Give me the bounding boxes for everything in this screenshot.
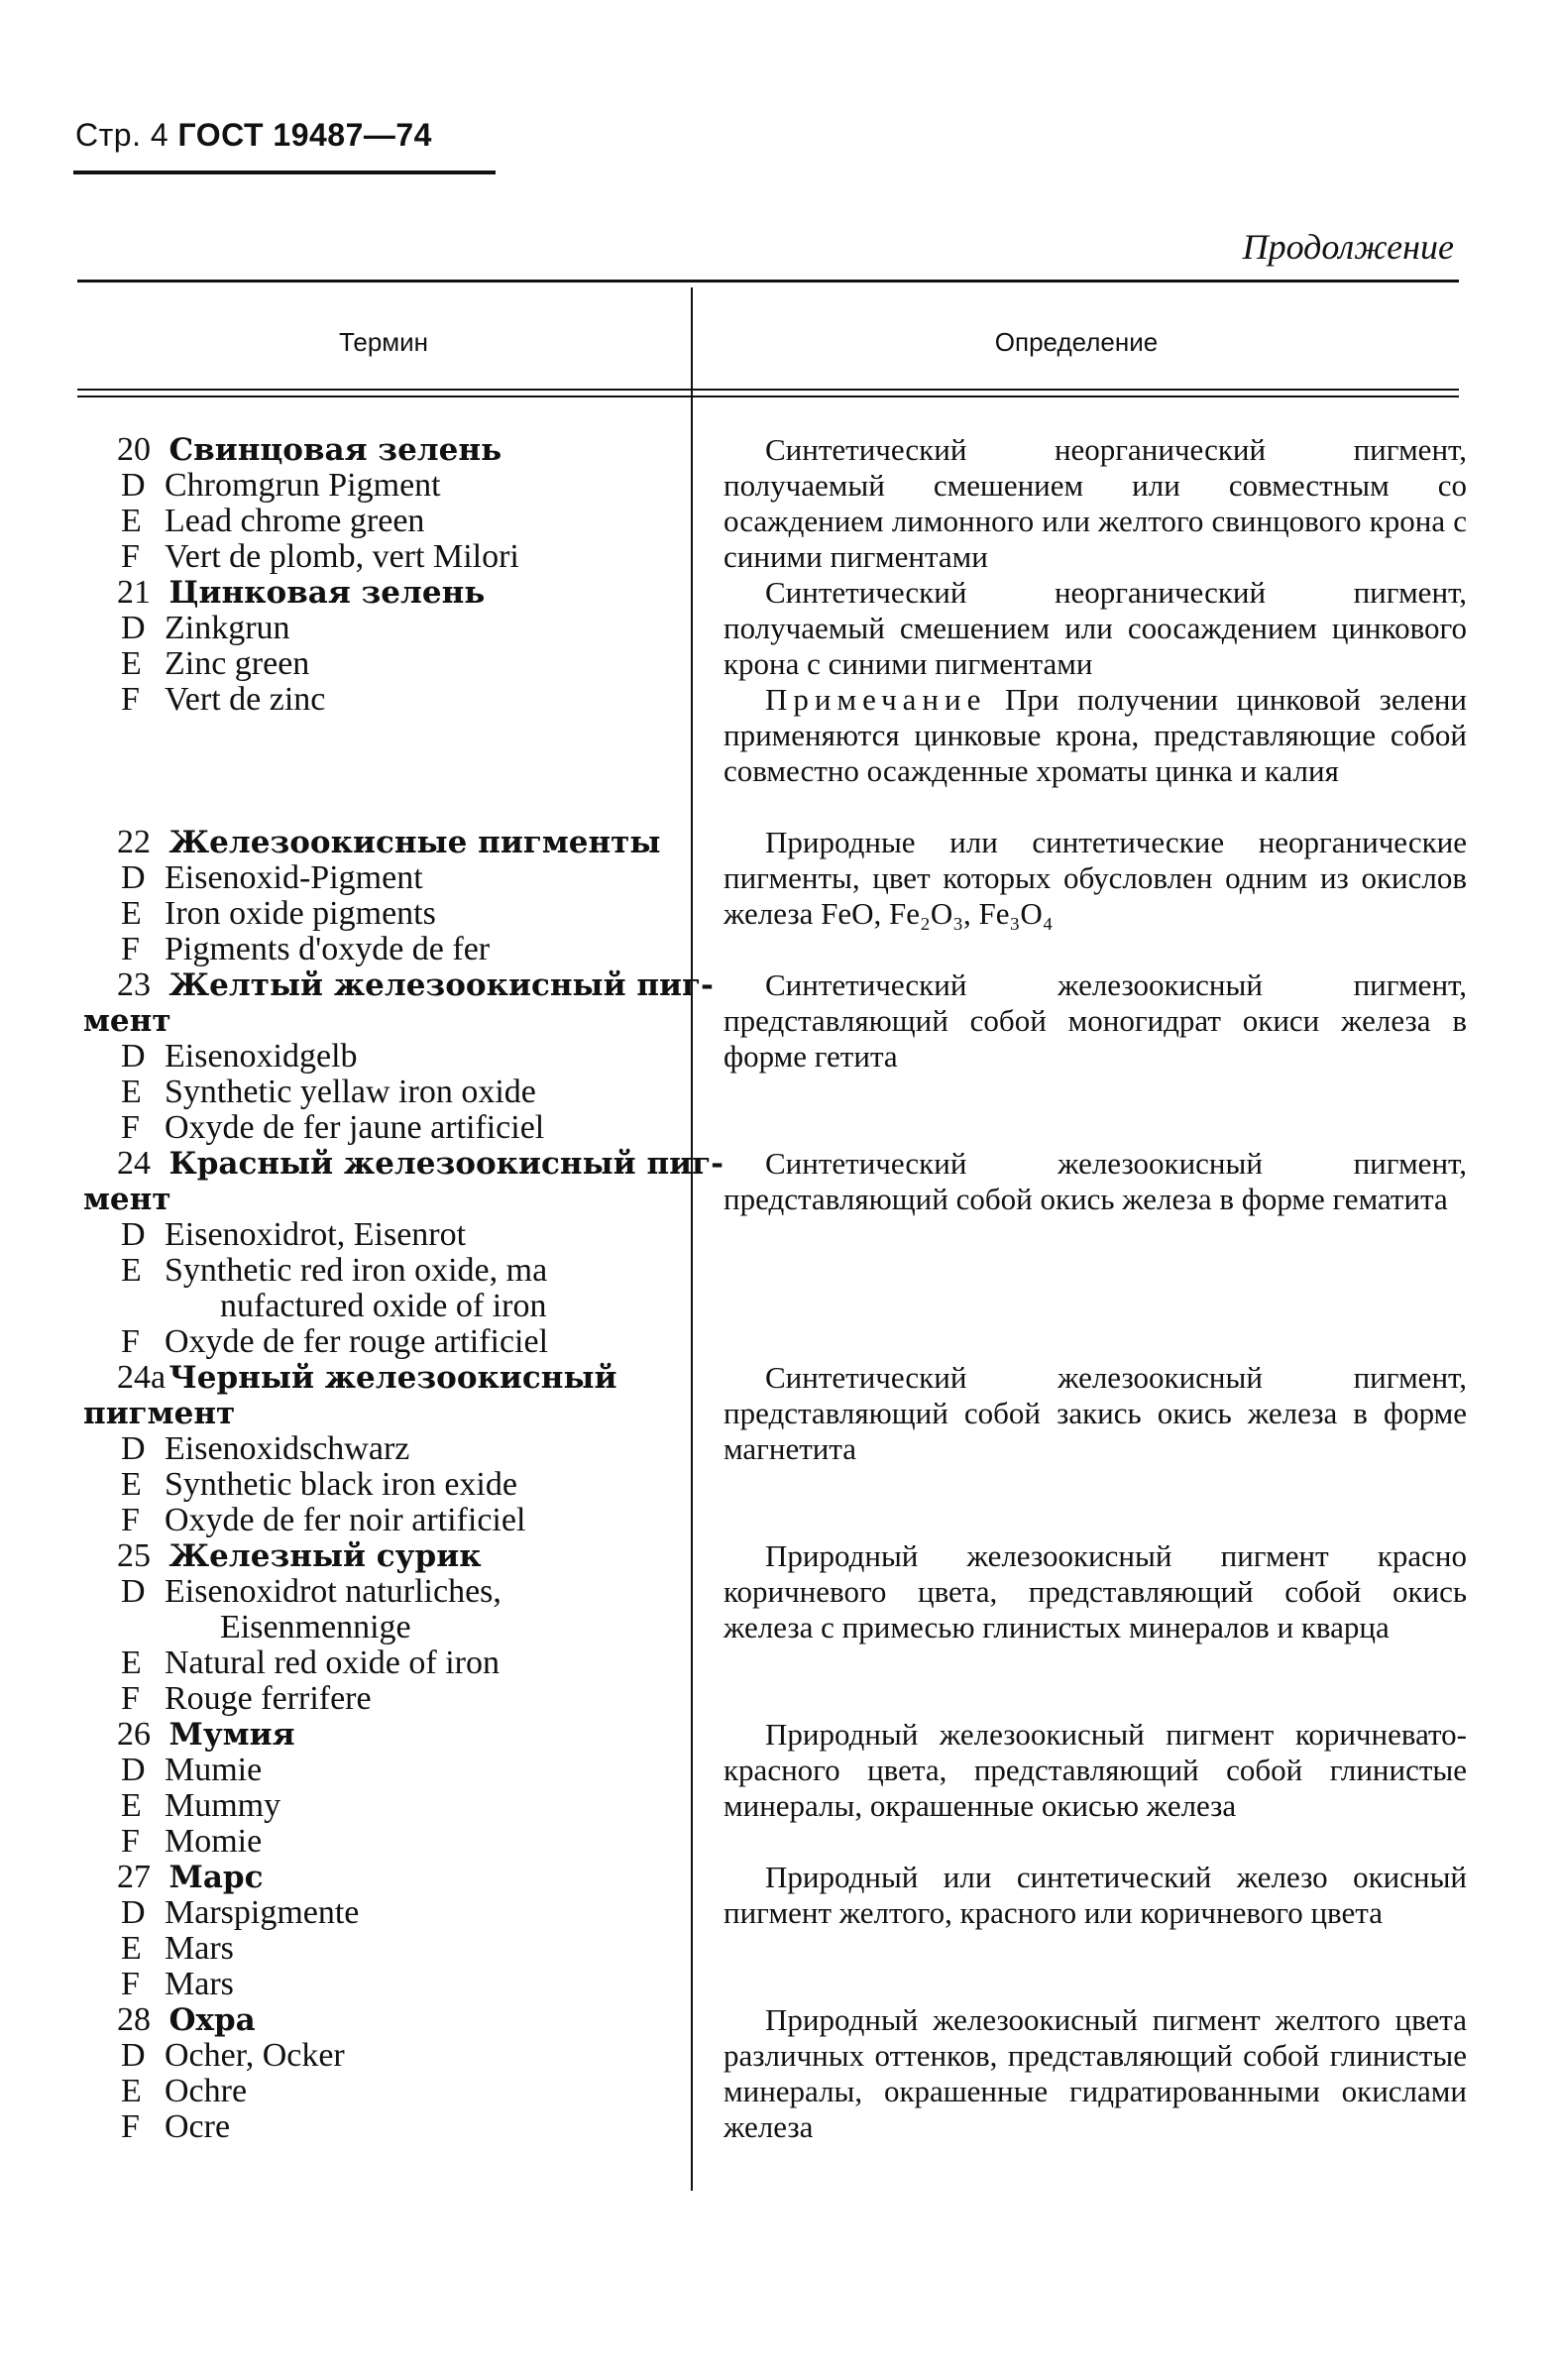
lang-code: E xyxy=(121,1252,142,1289)
term-german: Chromgrun Pigment xyxy=(165,467,441,504)
term-english: Mars xyxy=(165,1930,234,1967)
term-entry xyxy=(83,575,678,718)
lang-code: D xyxy=(121,467,146,504)
term-entry xyxy=(83,1145,724,1360)
lang-code: D xyxy=(121,859,146,896)
term-german: Eisenoxidrot, Eisenrot xyxy=(165,1216,467,1253)
definition xyxy=(724,1717,1467,1824)
term-german: Mumie xyxy=(165,1752,263,1788)
lang-code: E xyxy=(121,503,142,539)
term-entry xyxy=(83,1717,678,1860)
term-number: 28 xyxy=(117,2001,151,2038)
lang-code: F xyxy=(121,1323,140,1360)
term-german: Eisenoxidgelb xyxy=(165,1038,358,1075)
lang-code: D xyxy=(121,2037,146,2074)
term-number: 20 xyxy=(117,431,151,468)
lang-code: D xyxy=(121,1752,146,1788)
term-german: Eisenoxid-Pigment xyxy=(165,859,423,896)
lang-code: E xyxy=(121,645,142,682)
header-double-rule xyxy=(77,389,1459,397)
term-english: Ochre xyxy=(165,2073,248,2109)
definition xyxy=(724,1860,1467,1931)
lang-code: E xyxy=(121,2073,142,2109)
lang-code: F xyxy=(121,2108,140,2145)
definition xyxy=(724,1538,1467,1645)
term-entry xyxy=(83,432,678,575)
lang-code: F xyxy=(121,931,140,967)
lang-code: F xyxy=(121,1966,140,2002)
term-name: Марс xyxy=(168,1860,264,1895)
header-rule xyxy=(73,170,496,174)
term-name: Мумия xyxy=(168,1717,295,1753)
lang-code: E xyxy=(121,895,142,932)
term-german: Eisenoxidschwarz xyxy=(165,1430,410,1467)
definition xyxy=(724,2002,1467,2145)
term-french: Rouge ferrifere xyxy=(165,1680,372,1717)
term-number: 23 xyxy=(117,966,151,1003)
term-french: Ocre xyxy=(165,2108,231,2145)
term-name: Черный железоокисный xyxy=(168,1360,617,1396)
term-name-continuation: пигмент xyxy=(83,1396,236,1431)
term-french: Pigments d'oxyde de fer xyxy=(165,931,491,967)
lang-code: D xyxy=(121,1216,146,1253)
lang-code: F xyxy=(121,681,140,718)
term-number: 25 xyxy=(117,1537,151,1574)
term-german: Eisenoxidrot naturliches, xyxy=(165,1573,501,1610)
lang-code: E xyxy=(121,1466,142,1503)
term-number: 27 xyxy=(117,1859,151,1895)
term-german-continuation: Eisenmennige xyxy=(220,1609,411,1645)
definition xyxy=(724,575,1467,789)
term-french: Oxyde de fer jaune artificiel xyxy=(165,1109,545,1146)
term-english: Synthetic black iron exide xyxy=(165,1466,517,1503)
term-entry xyxy=(83,825,678,967)
term-english: Lead chrome green xyxy=(165,503,425,539)
continuation-label: Продолжение xyxy=(1242,227,1454,267)
table-top-rule xyxy=(77,280,1459,283)
note-text: При получении цинковой зелени применяются цинковые крона, представляющие собой совместно осажденные хроматы цинка и калия xyxy=(724,682,1467,788)
standard-number: ГОСТ 19487—74 xyxy=(177,117,432,153)
lang-code: E xyxy=(121,1644,142,1681)
lang-code: F xyxy=(121,538,140,575)
lang-code: D xyxy=(121,1038,146,1075)
term-entry xyxy=(83,1538,678,1717)
term-french: Mars xyxy=(165,1966,234,2002)
term-french: Vert de plomb, vert Milori xyxy=(165,538,519,575)
term-entry xyxy=(83,1360,678,1538)
definition-text: Природный или синтетический железо окисный пигмент желтого, красного или коричневого цвета xyxy=(724,1860,1467,1930)
term-french: Oxyde de fer noir artificiel xyxy=(165,1502,526,1538)
term-french: Oxyde de fer rouge artificiel xyxy=(165,1323,549,1360)
term-english-continuation: nufactured oxide of iron xyxy=(220,1288,547,1324)
column-header-term: Термин xyxy=(338,327,429,357)
column-header-definition: Определение xyxy=(994,327,1159,357)
term-number: 24a xyxy=(117,1359,167,1396)
definition-text: Синтетический неорганический пигмент, получаемый смешением или соосаждением цинкового крона с синими пигментами xyxy=(724,575,1467,681)
lang-code: F xyxy=(121,1823,140,1860)
term-entry xyxy=(83,966,714,1146)
page-header xyxy=(75,117,432,154)
term-english: Natural red oxide of iron xyxy=(165,1644,500,1681)
column-divider xyxy=(691,287,693,2191)
definition-text: Синтетический неорганический пигмент, получаемый смешением или совместным со осаждением лимонного или желтого свинцового крона с синими пигментами xyxy=(724,432,1467,574)
definition-text: Синтетический железоокисный пигмент, представляющий собой окись железа в форме гематита xyxy=(724,1146,1467,1216)
definition xyxy=(724,967,1467,1075)
term-number: 24 xyxy=(117,1145,151,1182)
term-name: Красный железоокисный пиг- xyxy=(168,1146,724,1182)
definition-text: Синтетический железоокисный пигмент, представляющий собой закись окись железа в форме магнетита xyxy=(724,1360,1467,1466)
lang-code: D xyxy=(121,1430,146,1467)
lang-code: D xyxy=(121,1894,146,1931)
term-german: Marspigmente xyxy=(165,1894,360,1931)
definition xyxy=(724,1360,1467,1467)
term-english: Mummy xyxy=(165,1787,281,1824)
term-name-continuation: мент xyxy=(83,1003,171,1039)
term-name: Железный сурик xyxy=(168,1538,482,1574)
lang-code: E xyxy=(121,1787,142,1824)
term-entry xyxy=(83,2002,678,2145)
term-english: Zinc green xyxy=(165,645,310,682)
page-number: Стр. 4 xyxy=(75,117,169,153)
term-name: Свинцовая зелень xyxy=(168,432,502,468)
term-number: 22 xyxy=(117,824,151,860)
term-name: Желтый железоокисный пиг- xyxy=(168,967,714,1003)
lang-code: F xyxy=(121,1109,140,1146)
note-label: Примечание xyxy=(765,682,987,717)
term-entry xyxy=(83,1860,678,2002)
definition-text: Природный железоокисный пигмент красно коричневого цвета, представляющий собой окись железа с примесью глинистых минералов и кварца xyxy=(724,1538,1467,1644)
lang-code: F xyxy=(121,1502,140,1538)
lang-code: D xyxy=(121,1573,146,1610)
lang-code: E xyxy=(121,1930,142,1967)
term-name: Железоокисные пигменты xyxy=(168,825,661,860)
lang-code: E xyxy=(121,1074,142,1110)
term-german: Ocher, Ocker xyxy=(165,2037,345,2074)
term-name: Охра xyxy=(168,2002,256,2038)
definition-text: Природные или синтетические неорганические пигменты, цвет которых обусловлен одним из окислов железа FeO, Fe₂O₃, Fe₃O₄ xyxy=(724,825,1467,931)
term-french: Momie xyxy=(165,1823,263,1860)
term-german: Zinkgrun xyxy=(165,610,290,646)
term-name: Цинковая зелень xyxy=(168,575,486,611)
term-english: Synthetic yellaw iron oxide xyxy=(165,1074,536,1110)
lang-code: F xyxy=(121,1680,140,1717)
definition xyxy=(724,432,1467,575)
term-french: Vert de zinc xyxy=(165,681,326,718)
definition-text: Синтетический железоокисный пигмент, представляющий собой моногидрат окиси железа в форме гетита xyxy=(724,967,1467,1074)
term-number: 21 xyxy=(117,574,151,611)
term-english: Iron oxide pigments xyxy=(165,895,436,932)
term-number: 26 xyxy=(117,1716,151,1753)
term-name-continuation: мент xyxy=(83,1182,171,1217)
term-english: Synthetic red iron oxide, ma xyxy=(165,1252,548,1289)
definition xyxy=(724,1146,1467,1217)
lang-code: D xyxy=(121,610,146,646)
definition-text: Природный железоокисный пигмент желтого цвета различных оттенков, представляющий собой глинистые минералы, окрашенные гидратированными окислами железа xyxy=(724,2002,1467,2144)
definition-text: Природный железоокисный пигмент коричневато-красного цвета, представляющий собой глинистые минералы, окрашенные окисью железа xyxy=(724,1717,1467,1823)
definition xyxy=(724,825,1467,932)
